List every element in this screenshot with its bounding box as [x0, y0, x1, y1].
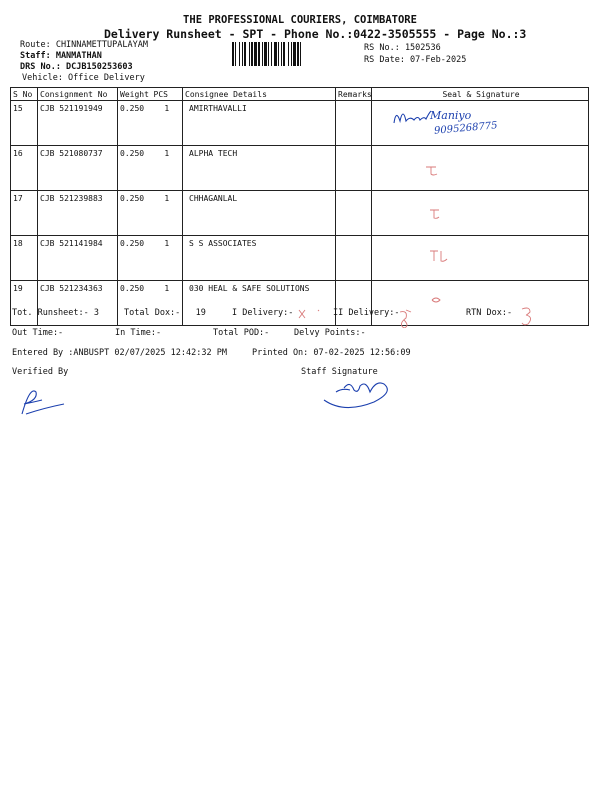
- cell-consignee: S S ASSOCIATES: [183, 236, 336, 281]
- cell-weight: 0.250: [118, 191, 152, 236]
- handwritten-name: Maniyo: [430, 109, 472, 122]
- table-row: [11, 191, 589, 236]
- drs-number: DRS No.: DCJB150253603: [20, 62, 133, 72]
- col-header-consignment: Consignment No: [38, 88, 118, 101]
- in-time: In Time:-: [115, 328, 162, 338]
- cell-consignment: CJB 521141984: [38, 236, 118, 281]
- cell-remarks: [336, 191, 372, 236]
- runsheet-table: [10, 87, 589, 326]
- col-header-seal: Seal & Signature: [372, 88, 589, 101]
- staff-signature: [318, 374, 398, 412]
- company-title: THE PROFESSIONAL COURIERS, COIMBATORE: [183, 14, 417, 26]
- cell-consignee: 030 HEAL & SAFE SOLUTIONS: [183, 281, 336, 326]
- cell-weight: 0.250: [118, 146, 152, 191]
- cell-consignment: CJB 521234363: [38, 281, 118, 326]
- runsheet-subtitle: Delivery Runsheet - SPT - Phone No.:0422-3505555 - Page No.:3: [104, 27, 527, 41]
- cell-remarks: [336, 236, 372, 281]
- cell-consignment: CJB 521239883: [38, 191, 118, 236]
- table-row: [11, 146, 589, 191]
- cell-pcs: 1: [152, 146, 183, 191]
- printed-on: Printed On: 07-02-2025 12:56:09: [252, 348, 411, 358]
- cell-sno: 17: [11, 191, 38, 236]
- cell-remarks: [336, 101, 372, 146]
- i-delivery: I Delivery:-: [232, 308, 294, 318]
- cell-weight: 0.250: [118, 236, 152, 281]
- staff-text: Staff: MANMATHAN: [20, 51, 102, 61]
- cell-sno: 16: [11, 146, 38, 191]
- verifier-signature: [12, 380, 82, 420]
- rs-date: RS Date: 07-Feb-2025: [364, 55, 467, 65]
- i-delivery-mark: [296, 304, 326, 322]
- cell-sno: 19: [11, 281, 38, 326]
- rtn-dox-mark: [518, 304, 542, 328]
- col-header-weight: Weight: [118, 88, 152, 101]
- cell-weight: 0.250: [118, 101, 152, 146]
- faint-mark: [374, 149, 591, 185]
- ii-delivery-mark: [396, 306, 436, 328]
- out-time: Out Time:-: [12, 328, 64, 338]
- cell-sno: 18: [11, 236, 38, 281]
- staff-signature-label: Staff Signature: [301, 367, 378, 377]
- col-header-pcs: PCS: [152, 88, 183, 101]
- cell-pcs: 1: [152, 101, 183, 146]
- total-pod: Total POD:-: [213, 328, 270, 338]
- entered-by: Entered By :ANBUSPT 02/07/2025 12:42:32 PM: [12, 348, 227, 358]
- cell-seal: [372, 101, 589, 146]
- rtn-dox: RTN Dox:-: [466, 308, 513, 318]
- cell-remarks: [336, 281, 372, 326]
- col-header-sno: S No: [11, 88, 38, 101]
- cell-seal: [372, 191, 589, 236]
- cell-consignee: ALPHA TECH: [183, 146, 336, 191]
- cell-consignment: CJB 521191949: [38, 101, 118, 146]
- rs-number: RS No.: 1502536: [364, 43, 441, 53]
- col-header-remarks: Remarks: [336, 88, 372, 101]
- table-header-row: [11, 88, 589, 101]
- cell-weight: 0.250: [118, 281, 152, 326]
- handwritten-phone: 9095268775: [433, 120, 498, 137]
- barcode-image: [232, 42, 350, 66]
- cell-seal: [372, 146, 589, 191]
- col-header-consignee: Consignee Details: [183, 88, 336, 101]
- cell-pcs: 1: [152, 281, 183, 326]
- vehicle-text: Vehicle: Office Delivery: [22, 73, 145, 83]
- ii-delivery: II Delivery:-: [333, 308, 400, 318]
- verified-by: Verified By: [12, 367, 69, 377]
- cell-consignee: CHHAGANLAL: [183, 191, 336, 236]
- cell-pcs: 1: [152, 236, 183, 281]
- cell-consignee: AMIRTHAVALLI: [183, 101, 336, 146]
- cell-consignment: CJB 521080737: [38, 146, 118, 191]
- cell-pcs: 1: [152, 191, 183, 236]
- table-row: [11, 101, 589, 146]
- cell-sno: 15: [11, 101, 38, 146]
- tot-runsheet: Tot. Runsheet:- 3: [12, 308, 99, 318]
- cell-seal: [372, 236, 589, 281]
- delvy-points: Delvy Points:-: [294, 328, 366, 338]
- route-text: Route: CHINNAMETTUPALAYAM: [20, 40, 148, 50]
- table-row: [11, 236, 589, 281]
- faint-mark: [374, 239, 591, 275]
- faint-mark: [374, 194, 591, 230]
- total-dox: Total Dox:- 19: [124, 308, 206, 318]
- cell-remarks: [336, 146, 372, 191]
